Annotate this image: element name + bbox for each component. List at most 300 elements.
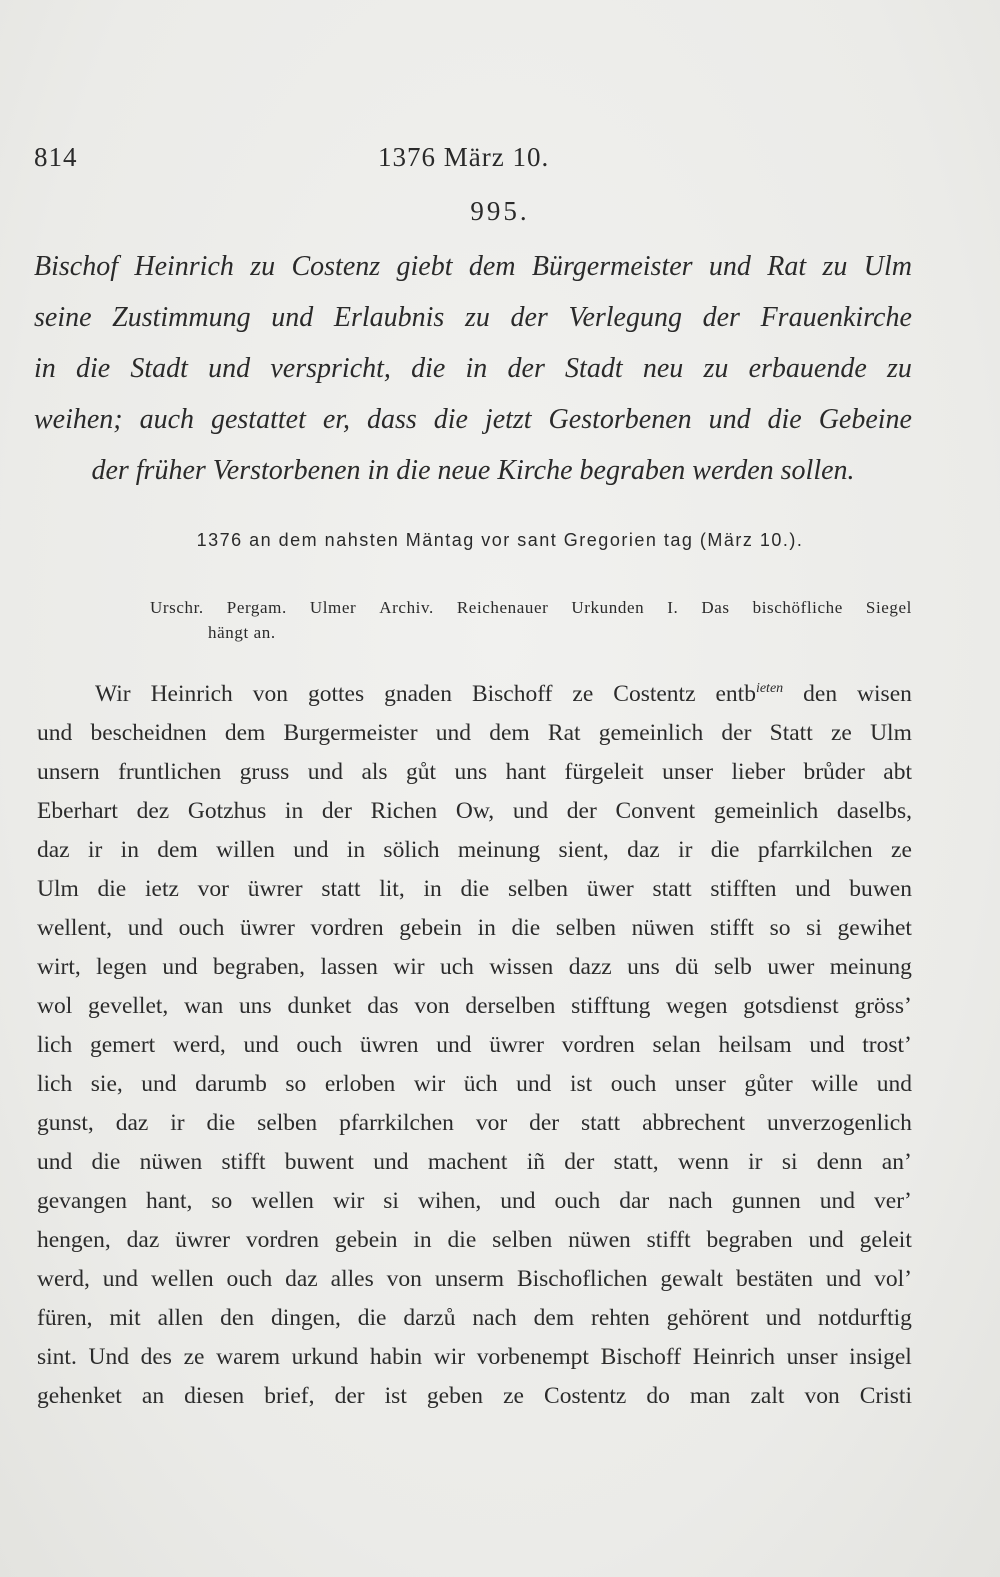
summary-word: der <box>510 302 548 333</box>
body-word: üch <box>463 1071 498 1097</box>
body-word: dunket <box>287 993 352 1019</box>
body-word: hant <box>505 759 547 785</box>
summary-word: die <box>75 353 111 384</box>
summary-word: Verlegung <box>568 302 682 333</box>
summary-word: die <box>433 404 468 435</box>
body-word: wisen <box>857 681 912 707</box>
body-word: Bischoff <box>600 1344 682 1370</box>
body-word: warem <box>216 1344 281 1370</box>
body-word: allen <box>157 1305 204 1331</box>
body-word: nüwen <box>631 915 695 941</box>
summary-word: und <box>708 251 751 282</box>
summary-word: Erlaubnis <box>333 302 445 333</box>
body-word: alles <box>330 1266 374 1292</box>
body-word: in <box>120 837 139 863</box>
body-word: volʼ <box>874 1266 912 1292</box>
body-word: darumb <box>195 1071 267 1097</box>
body-word: uns <box>627 954 660 980</box>
body-word: Costentz <box>613 681 696 707</box>
body-word: so <box>769 915 791 941</box>
body-word: selben <box>257 1110 318 1136</box>
body-word: üwrer <box>240 915 295 941</box>
summary-line <box>34 451 912 502</box>
body-word: uns <box>454 759 488 785</box>
body-word: fruntlichen <box>118 759 222 785</box>
body-word: vordren <box>561 1032 635 1058</box>
summary-word: zu <box>250 251 276 282</box>
body-word: iñ <box>526 1149 545 1175</box>
body-word: gemert <box>89 1032 156 1058</box>
body-word: Wir <box>95 681 131 707</box>
body-word: unsern <box>37 759 100 785</box>
summary-word: Gestorbenen <box>548 404 692 435</box>
body-word: als <box>361 759 388 785</box>
body-word: Burgermeister <box>283 720 418 746</box>
body-word: gevangen <box>37 1188 128 1214</box>
document-number: 995. <box>470 196 530 226</box>
body-word: gewalt <box>660 1266 724 1292</box>
body-word: stifft <box>646 1227 691 1253</box>
body-word: stifftung <box>571 993 651 1019</box>
body-word: vor <box>475 1110 508 1136</box>
body-word: willen <box>216 837 275 863</box>
source-note <box>150 595 912 645</box>
summary-word: die <box>411 353 446 384</box>
source-word: Archiv. <box>379 598 434 617</box>
body-word: selb <box>714 954 752 980</box>
body-word: gunnen <box>731 1188 801 1214</box>
body-word: dingen, <box>270 1305 341 1331</box>
summary-word: Stadt <box>130 353 188 384</box>
body-word: in <box>413 1227 432 1253</box>
body-word: Eberhart <box>37 798 118 824</box>
body-word: uwer <box>767 954 815 980</box>
body-word: gůter <box>744 1071 793 1097</box>
body-word: ze <box>572 681 594 707</box>
body-word: üwrer <box>175 1227 230 1253</box>
page-number: 814 <box>34 142 78 172</box>
body-word: ouch <box>296 1032 343 1058</box>
body-word: vor <box>197 876 229 902</box>
regest-summary <box>34 247 912 502</box>
body-word: gewihet <box>837 915 912 941</box>
summary-word: neu <box>642 353 684 384</box>
body-word: üwer <box>586 876 634 902</box>
summary-word: giebt <box>396 251 453 282</box>
body-word: gehenket <box>37 1383 122 1409</box>
body-word: gevellet, <box>88 993 169 1019</box>
body-word: des <box>140 1344 172 1370</box>
body-word: Ow, <box>455 798 495 824</box>
body-word: die <box>447 1227 477 1253</box>
body-word: verʼ <box>874 1188 912 1214</box>
body-word: wir <box>332 1188 365 1214</box>
body-word: Rat <box>547 720 581 746</box>
body-word: vordren <box>245 1227 319 1253</box>
body-word: brůder <box>803 759 865 785</box>
summary-word: der früher Verstorbenen in die neue Kirche begraben werden sollen. <box>91 455 855 486</box>
body-word: die <box>357 1305 387 1331</box>
body-word: wenn <box>677 1149 729 1175</box>
body-word: und <box>307 759 343 785</box>
summary-word: auch <box>139 404 195 435</box>
body-word: gebein <box>334 1227 398 1253</box>
summary-word: in <box>465 353 488 384</box>
summary-word: der <box>702 302 740 333</box>
body-word: unser <box>674 1071 726 1097</box>
summary-word: Frauenkirche <box>760 302 912 333</box>
body-line <box>37 948 912 987</box>
body-word: statt <box>321 876 361 902</box>
summary-line <box>34 298 912 349</box>
body-word: statt <box>580 1110 621 1136</box>
body-word: Gotzhus <box>187 798 267 824</box>
body-word: üwrer <box>489 1032 545 1058</box>
body-word: dem <box>224 720 266 746</box>
body-word: begraben, <box>213 954 306 980</box>
body-word: mit <box>109 1305 141 1331</box>
body-line <box>37 1338 912 1377</box>
body-word: anʼ <box>881 1149 912 1175</box>
body-line <box>37 909 912 948</box>
body-word: notdurftig <box>817 1305 912 1331</box>
body-word: ouch <box>178 915 225 941</box>
body-word: üwrer <box>247 876 303 902</box>
body-word: und <box>102 1266 139 1292</box>
body-word: statt, <box>613 1149 659 1175</box>
summary-word: zu <box>886 353 912 384</box>
body-word: ze <box>891 837 912 863</box>
body-word: si <box>383 1188 399 1214</box>
body-word: und <box>512 798 549 824</box>
running-header <box>34 142 912 182</box>
body-word: ir <box>748 1149 763 1175</box>
body-word: und <box>809 1032 845 1058</box>
source-word: Pergam. <box>226 598 287 617</box>
body-word: uns <box>239 993 272 1019</box>
body-word: ze <box>503 1383 524 1409</box>
summary-word: Bischof <box>34 251 118 282</box>
body-word: lich <box>37 1071 73 1097</box>
body-word: buwent <box>284 1149 354 1175</box>
body-word: meinung <box>829 954 912 980</box>
summary-word: verspricht, <box>270 353 391 384</box>
body-word: meinung <box>457 837 541 863</box>
body-word: und <box>373 1149 409 1175</box>
body-word: gnaden <box>384 681 452 707</box>
body-word: nüwen <box>139 1149 203 1175</box>
body-word: ze <box>830 720 852 746</box>
summary-word: und <box>208 353 251 384</box>
body-word: stifften <box>710 876 777 902</box>
body-word: der <box>334 1383 365 1409</box>
body-word: und <box>795 876 831 902</box>
body-word: ist <box>384 1383 407 1409</box>
body-word: grössʼ <box>854 993 912 1019</box>
summary-word: Costenz <box>291 251 381 282</box>
body-word: denn <box>816 1149 863 1175</box>
body-word: legen <box>96 954 148 980</box>
body-word: gůt <box>406 759 437 785</box>
body-word: pfarrkilchen <box>757 837 873 863</box>
body-word: gruss <box>239 759 290 785</box>
body-word: geben <box>426 1383 484 1409</box>
summary-word: jetzt <box>484 404 532 435</box>
body-word: den <box>220 1305 255 1331</box>
body-word: und <box>435 720 472 746</box>
body-word: gotsdienst <box>743 993 839 1019</box>
body-word: die <box>460 876 490 902</box>
body-word: unverzogenlich <box>767 1110 912 1136</box>
body-line <box>37 714 912 753</box>
summary-word: zu <box>703 353 729 384</box>
body-word: wirt, <box>37 954 81 980</box>
body-word: buwen <box>849 876 912 902</box>
body-word: bestäten <box>735 1266 813 1292</box>
source-word: Siegel <box>865 598 912 617</box>
body-word: dem <box>489 720 530 746</box>
summary-word: weihen; <box>34 404 123 435</box>
body-word: vorbenempt <box>476 1344 589 1370</box>
body-word: derselben <box>465 993 556 1019</box>
body-word: begraben <box>706 1227 793 1253</box>
summary-word: zu <box>464 302 490 333</box>
body-line <box>37 1104 912 1143</box>
body-word: das <box>367 993 399 1019</box>
body-word: daz <box>627 837 660 863</box>
source-word: Urschr. <box>150 598 204 617</box>
body-word: urkund <box>291 1344 359 1370</box>
summary-word: Gebeine <box>818 404 912 435</box>
body-word: ietz <box>145 876 179 902</box>
body-line <box>37 675 912 714</box>
body-word: selben <box>492 1227 553 1253</box>
body-word: wissen <box>489 954 554 980</box>
body-word: sölich <box>383 837 440 863</box>
body-word: daz <box>126 1227 160 1253</box>
body-word: heilsam <box>718 1032 792 1058</box>
body-word: Bischoflichen <box>516 1266 648 1292</box>
summary-word: gestattet <box>210 404 306 435</box>
body-word: darzů <box>403 1305 456 1331</box>
body-word: Heinrich <box>150 681 233 707</box>
body-word: zalt <box>750 1383 785 1409</box>
source-word: Das <box>701 598 730 617</box>
body-word: vordren <box>310 915 384 941</box>
body-word: gottes <box>307 681 365 707</box>
body-word: Und <box>88 1344 129 1370</box>
body-word: stifft <box>221 1149 266 1175</box>
body-word: abbrechent <box>642 1110 746 1136</box>
summary-word: dem <box>468 251 516 282</box>
body-word: ir <box>87 837 103 863</box>
body-word: nach <box>472 1305 517 1331</box>
body-word: hant, <box>146 1188 193 1214</box>
body-word: von <box>252 681 289 707</box>
body-word: von <box>804 1383 840 1409</box>
summary-word: Heinrich <box>134 251 234 282</box>
summary-word: Zustimmung <box>112 302 251 333</box>
summary-word: Rat <box>767 251 807 282</box>
body-word: in <box>477 915 496 941</box>
body-word: dar <box>619 1188 650 1214</box>
body-word: gemeinlich <box>598 720 704 746</box>
body-word: daz <box>115 1110 149 1136</box>
body-word: pfarrkilchen <box>339 1110 454 1136</box>
source-word: Reichenauer <box>456 598 549 617</box>
body-word: wir <box>393 954 425 980</box>
body-word: wir <box>413 1071 446 1097</box>
body-word: daz <box>37 837 70 863</box>
summary-word: und <box>271 302 314 333</box>
body-word: und <box>37 1149 73 1175</box>
body-word: unser <box>662 759 714 785</box>
body-word: in <box>423 876 442 902</box>
body-word: Ulm <box>870 720 912 746</box>
body-word: die <box>511 915 541 941</box>
body-word: ist <box>569 1071 593 1097</box>
body-word: dü <box>675 954 699 980</box>
body-word: dem <box>157 837 198 863</box>
body-word: unserm <box>434 1266 505 1292</box>
body-word: die <box>206 1110 236 1136</box>
summary-word: erbauende <box>748 353 867 384</box>
body-line <box>37 1143 912 1182</box>
summary-word: in <box>34 353 56 384</box>
body-word: lit, <box>379 876 405 902</box>
body-word: diesen <box>184 1383 245 1409</box>
body-word: gehörent <box>666 1305 749 1331</box>
body-word: und <box>825 1266 862 1292</box>
body-word: statt <box>652 876 692 902</box>
summary-line <box>34 247 912 298</box>
summary-word: Bürgermeister <box>531 251 693 282</box>
body-line <box>37 1026 912 1065</box>
body-word: selben <box>555 915 616 941</box>
body-word: in <box>284 798 304 824</box>
source-word: bischöfliche <box>752 598 843 617</box>
body-word: lieber <box>731 759 786 785</box>
body-word: der <box>721 720 752 746</box>
body-word: machent <box>427 1149 508 1175</box>
body-line <box>37 1377 912 1416</box>
summary-word: Stadt <box>565 353 623 384</box>
body-word: lassen <box>320 954 378 980</box>
body-word: von <box>414 993 450 1019</box>
body-word: lich <box>37 1032 73 1058</box>
body-word: Richen <box>370 798 438 824</box>
body-word: wellent, <box>37 915 113 941</box>
body-word: wan <box>184 993 224 1019</box>
source-word: I. <box>667 598 679 617</box>
body-word: und <box>436 1032 472 1058</box>
body-word: stifft <box>709 915 754 941</box>
body-word: wihen, <box>417 1188 482 1214</box>
body-word: nüwen <box>568 1227 631 1253</box>
body-word: in <box>346 837 366 863</box>
body-word: daz <box>285 1266 318 1292</box>
summary-word: dass <box>367 404 417 435</box>
body-word: gebein <box>399 915 462 941</box>
body-word: sint. <box>37 1344 77 1370</box>
body-word: ouch <box>554 1188 601 1214</box>
body-word: hengen, <box>37 1227 111 1253</box>
body-word: und <box>162 954 198 980</box>
body-word: und <box>876 1071 912 1097</box>
body-word: dem <box>533 1305 575 1331</box>
body-word: ir <box>170 1110 185 1136</box>
body-word: Bischoff <box>471 681 553 707</box>
body-line <box>37 1299 912 1338</box>
body-word: unser <box>786 1344 838 1370</box>
summary-line <box>34 400 912 451</box>
body-line <box>37 1260 912 1299</box>
source-word: Urkunden <box>571 598 645 617</box>
body-word: geleit <box>859 1227 912 1253</box>
body-word: und <box>243 1032 279 1058</box>
body-line <box>37 831 912 870</box>
body-word: Statt <box>769 720 813 746</box>
summary-word: er, <box>322 404 351 435</box>
source-note-line <box>150 595 912 620</box>
body-word: selan <box>652 1032 701 1058</box>
body-word: werd, <box>37 1266 90 1292</box>
body-word: und <box>37 720 73 746</box>
body-word: Cristi <box>859 1383 912 1409</box>
body-word: den <box>803 681 838 707</box>
body-word: nach <box>668 1188 713 1214</box>
body-line <box>37 792 912 831</box>
body-word: dez <box>136 798 170 824</box>
body-word: sie, <box>90 1071 123 1097</box>
body-word: so <box>211 1188 233 1214</box>
body-line <box>37 1221 912 1260</box>
body-word: si <box>781 1149 798 1175</box>
body-word: die <box>91 1149 121 1175</box>
body-word: wille <box>811 1071 859 1097</box>
body-word: brief, <box>264 1383 315 1409</box>
body-word: und <box>819 1188 856 1214</box>
body-line <box>37 870 912 909</box>
body-word: die <box>710 837 740 863</box>
body-word: insigel <box>849 1344 912 1370</box>
body-line <box>37 1182 912 1221</box>
body-word: Costentz <box>544 1383 627 1409</box>
body-word: und <box>765 1305 801 1331</box>
summary-word: Ulm <box>863 251 912 282</box>
body-word: und <box>500 1188 536 1214</box>
body-word: der <box>564 1149 595 1175</box>
body-word: bescheidnen <box>90 720 207 746</box>
body-word: und <box>516 1071 552 1097</box>
body-word: der <box>566 798 597 824</box>
body-word: der <box>529 1110 560 1136</box>
body-word: so <box>285 1071 307 1097</box>
superscript-correction: ieten <box>755 681 784 697</box>
body-word: an <box>141 1383 165 1409</box>
body-word: Convent <box>615 798 696 824</box>
body-word: do <box>646 1383 670 1409</box>
body-word: und <box>293 837 329 863</box>
body-word: von <box>386 1266 422 1292</box>
body-word: dazz <box>568 954 612 980</box>
body-word: man <box>689 1383 731 1409</box>
body-word: wir <box>433 1344 466 1370</box>
body-word: wol <box>37 993 73 1019</box>
body-word: uch <box>439 954 474 980</box>
body-line <box>37 987 912 1026</box>
body-word: selben <box>507 876 568 902</box>
